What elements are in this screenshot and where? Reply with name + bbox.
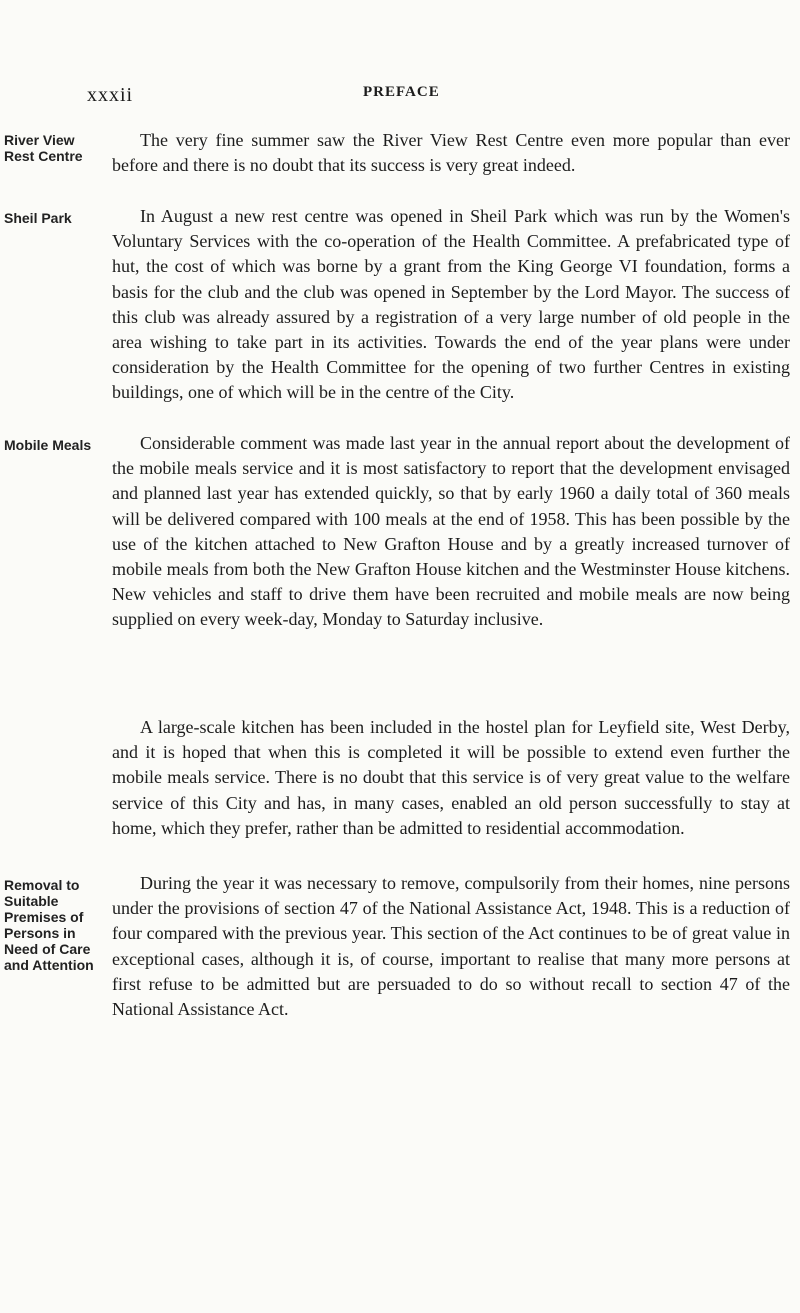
paragraph-mobile-meals-1: Considerable comment was made last year in the annual report about the development of the mobile meals service and it is most satisfactory to report that the development envisaged and planned last year has extended quickly, so that by early 1960 a daily total of 360 meals will be delivered compared with 100 meals at the end of 1958. This has been possible by the use of the kitchen attached to New Grafton House and by a greatly increased turnover of mobile meals from both the New Grafton House kitchen and the Westminster House kitchens. New vehicles and staff to drive them have been recruited and mobile meals are now being supplied on every week-day, Monday to Saturday inclusive. [112, 433, 790, 630]
paragraph-sheil-park: In August a new rest centre was opened in Sheil Park which was run by the Women's Voluntary Services with the co-operation of the Health Committee. A prefabricated type of hut, the cost of which was borne by a grant from the King George VI foundation, forms a basis for the club and the club was opened in September by the Lord Mayor. The success of this club was already assured by a registration of a very large number of old people in the area wishing to take part in its activities. Towards the end of the year plans were under consideration by the Health Committee for the opening of two further Centres in existing buildings, one of which will be in the centre of the City. [112, 206, 790, 403]
paragraph-river-view: The very fine summer saw the River View Rest Centre even more popular than ever before and there is no doubt that its success is very great indeed. [112, 130, 790, 176]
paragraph-mobile-meals-2: A large-scale kitchen has been included in the hostel plan for Leyfield site, West Derby, and it is hoped that when this is completed it will be possible to extend even further the mobile meals service. There is no doubt that this service is of very great value to the welfare service of this City and has, in many cases, enabled an old person successfully to stay at home, which they prefer, rather than be admitted to residential accommodation. [112, 717, 790, 838]
page-number: xxxii [87, 84, 134, 106]
sidenote-mobile-meals: Mobile Meals [4, 437, 92, 453]
running-head: PREFACE [363, 84, 440, 100]
sidenote-removal: Removal to Suitable Premises of Persons in Need of Care and Attention [4, 877, 94, 973]
sidenote-sheil-park: Sheil Park [4, 210, 72, 226]
page-header [0, 80, 800, 110]
paragraph-removal: During the year it was necessary to remove, compulsorily from their homes, nine persons under the provisions of section 47 of the National Assistance Act, 1948. This is a reduction of four compared with the previous year. This section of the Act continues to be of great value in exceptional cases, although it is, of course, important to realise that many more persons at first refuse to be admitted but are persuaded to do so without recall to section 47 of the National Assistance Act. [112, 873, 790, 1020]
sidenote-river-view: River View Rest Centre [4, 132, 83, 164]
